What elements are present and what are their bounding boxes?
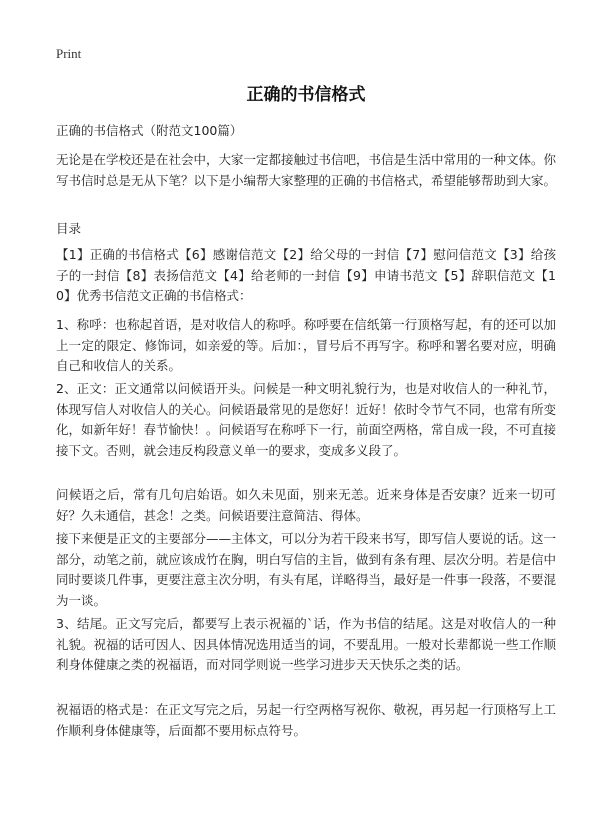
paragraph-main-body: 接下来便是正文的主要部分——主体文，可以分为若干段来书写，即写信人要说的话。这一部分，动笔之前，就应该成竹在胸，明白写信的主旨，做到有条有理、层次分明。若是信中同时要谈几件事，更要注意主次分明，有头有尾，详略得当，最好是一件事一段落，不要混为一谈。	[56, 531, 557, 608]
print-link[interactable]: Print	[56, 46, 82, 61]
toc-heading: 目录	[56, 221, 82, 236]
subtitle: 正确的书信格式（附范文100篇）	[56, 123, 243, 138]
paragraph-body: 2、正文：正文通常以问候语开头。问候是一种文明礼貌行为，也是对收信人的一种礼节，体现写信人对收信人的关心。问候语最常见的是您好！近好！依时令节气不同，也常有所变化，如新年好！春节愉快！。问候语写在称呼下一行，前面空两格，常自成一段，不可直接接下文。否则，就会违反构段意义单一的要求，变成多义段了。	[56, 381, 557, 458]
paragraph-closing: 3、结尾。正文写完后，都要写上表示祝福的`话，作为书信的结尾。这是对收信人的一种礼貌。祝福的话可因人、因具体情况选用适当的词，不要乱用。一般对长辈都说一些工作顺利身体健康之类的祝福语，而对同学则说一些学习进步天天快乐之类的话。	[56, 616, 557, 672]
toc-list: 【1】正确的书信格式【6】感谢信范文【2】给父母的一封信【7】慰问信范文【3】给孩子的一封信【8】表扬信范文【4】给老师的一封信【9】申请书范文【5】辞职信范文【10】优秀书信范文正确的书信格式：	[56, 247, 556, 303]
intro-paragraph: 无论是在学校还是在社会中，大家一定都接触过书信吧，书信是生活中常用的一种文体。你写书信时总是无从下笔？以下是小编帮大家整理的正确的书信格式，希望能够帮助到大家。	[56, 152, 557, 188]
paragraph-blessing-format: 祝福语的格式是：在正文写完之后，另起一行空两格写祝你、敬祝，再另起一行顶格写上工作顺利身体健康等，后面都不要用标点符号。	[56, 702, 557, 738]
page-title: 正确的书信格式	[246, 85, 366, 105]
paragraph-salutation: 1、称呼：也称起首语，是对收信人的称呼。称呼要在信纸第一行顶格写起，有的还可以加上一定的限定、修饰词，如亲爱的等。后加：，冒号后不再写字。称呼和署名要对应，明确自己和收信人的关系。	[56, 317, 556, 373]
paragraph-opening: 问候语之后，常有几句启始语。如久未见面，别来无恙。近来身体是否安康？近来一切可好？久未通信，甚念！之类。问候语要注意简洁、得体。	[56, 487, 556, 523]
